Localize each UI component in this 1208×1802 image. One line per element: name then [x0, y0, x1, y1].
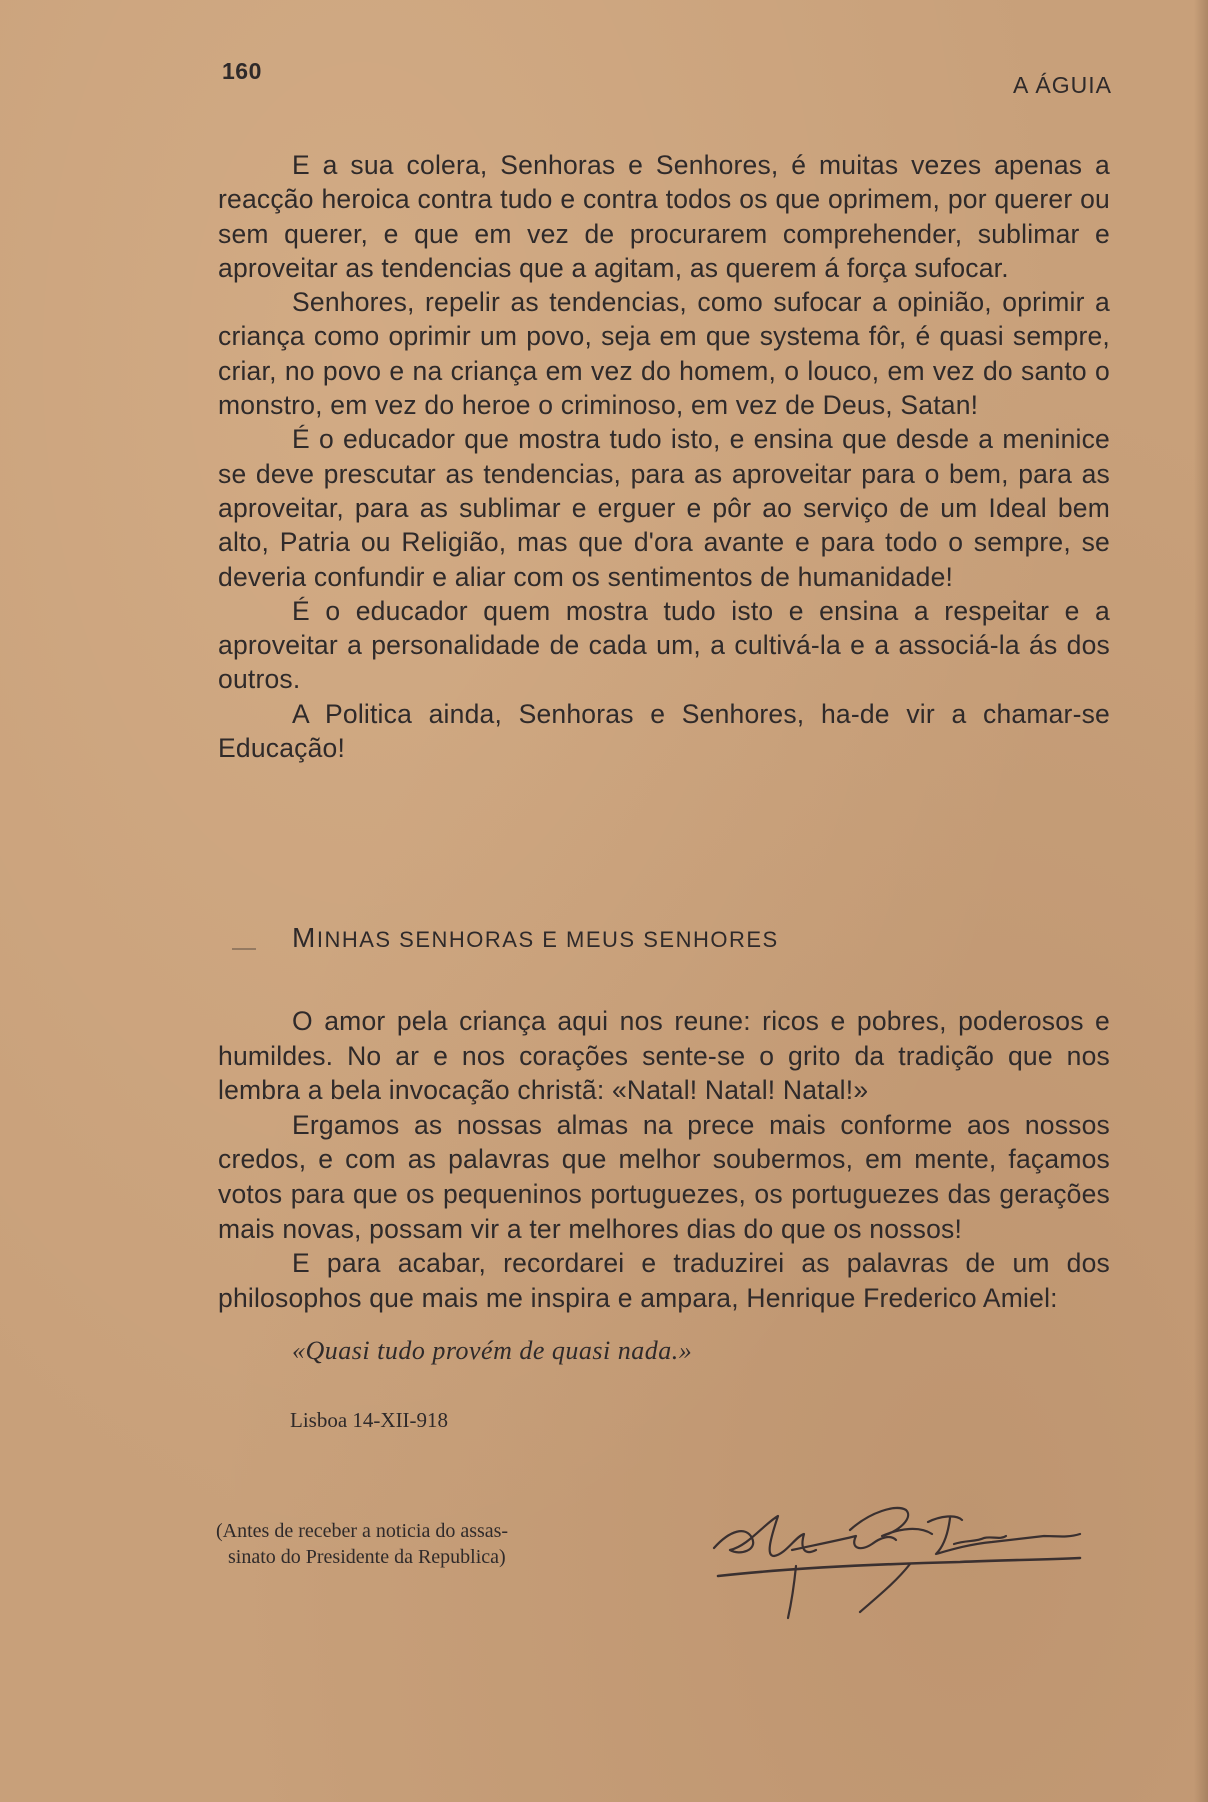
- quotation: «Quasi tudo provém de quasi nada.»: [292, 1336, 693, 1365]
- section-heading-rest: INHAS SENHORAS E MEUS SENHORES: [316, 927, 779, 952]
- paragraph: A Politica ainda, Senhoras e Senhores, ha-de vir a chamar-se Educação!: [218, 698, 1110, 764]
- page-number: 160: [222, 58, 262, 84]
- section-heading-initial: M: [292, 922, 317, 953]
- section-dash: [232, 948, 256, 950]
- body-text: [218, 148, 1110, 765]
- paragraph: É o educador quem mostra tudo isto e ensina a respeitar e a aproveitar a personalidade de cada um, a cultivá-la e a associá-la ás dos outros.: [218, 595, 1110, 695]
- paragraph: É o educador que mostra tudo isto, e ensina que desde a meninice se deve prescutar as tendencias, para as aproveitar para o bem, para as aproveitar, para as sublimar e erguer e pôr ao serviço de um Ideal bem alto, Patria ou Religião, mas que d'ora avante e para todo o sempre, se deveria confundir e aliar com os sentimentos de humanidade!: [218, 424, 1110, 592]
- page-edge-shadow: [1194, 0, 1208, 1802]
- paragraph: E para acabar, recordarei e traduzirei as palavras de um dos philosophos que mais me inspira e ampara, Henrique Frederico Amiel:: [218, 1248, 1110, 1313]
- paragraph: Senhores, repelir as tendencias, como sufocar a opinião, oprimir a criança como oprimir um povo, seja em que systema fôr, é quasi sempre, criar, no povo e na criança em vez do homem, o louco, em vez do santo o monstro, em vez do heroe o criminoso, em vez de Deus, Satan!: [218, 287, 1110, 421]
- speech-text: [218, 1004, 1110, 1315]
- footnote-line: (Antes de receber a noticia do assas-: [216, 1520, 509, 1542]
- footnote-line: sinato do Presidente da Republica): [228, 1546, 506, 1568]
- handwritten-signature: [700, 1490, 1100, 1630]
- section-heading: [292, 922, 779, 954]
- dateline: Lisboa 14-XII-918: [290, 1408, 449, 1432]
- footnote: [216, 1518, 636, 1570]
- paragraph: O amor pela criança aqui nos reune: ricos e pobres, poderosos e humildes. No ar e nos corações sente-se o grito da tradição que nos lembra a bela invocação christã: «Natal! Natal! Natal!»: [218, 1006, 1110, 1106]
- page-header: [222, 58, 1112, 98]
- paragraph: Ergamos as nossas almas na prece mais conforme aos nossos credos, e com as palavras que melhor soubermos, em mente, façamos votos para que os pequeninos portuguezes, os portuguezes das gerações mais novas, possam vir a ter melhores dias do que os nossos!: [218, 1109, 1110, 1244]
- paragraph: E a sua colera, Senhoras e Senhores, é muitas vezes apenas a reacção heroica contra tudo e contra todos os que oprimem, por querer ou sem querer, e que em vez de procurarem comprehender, sublimar e aproveitar as tendencias que a agitam, as querem á força sufocar.: [218, 150, 1110, 283]
- running-title: A ÁGUIA: [1012, 72, 1112, 98]
